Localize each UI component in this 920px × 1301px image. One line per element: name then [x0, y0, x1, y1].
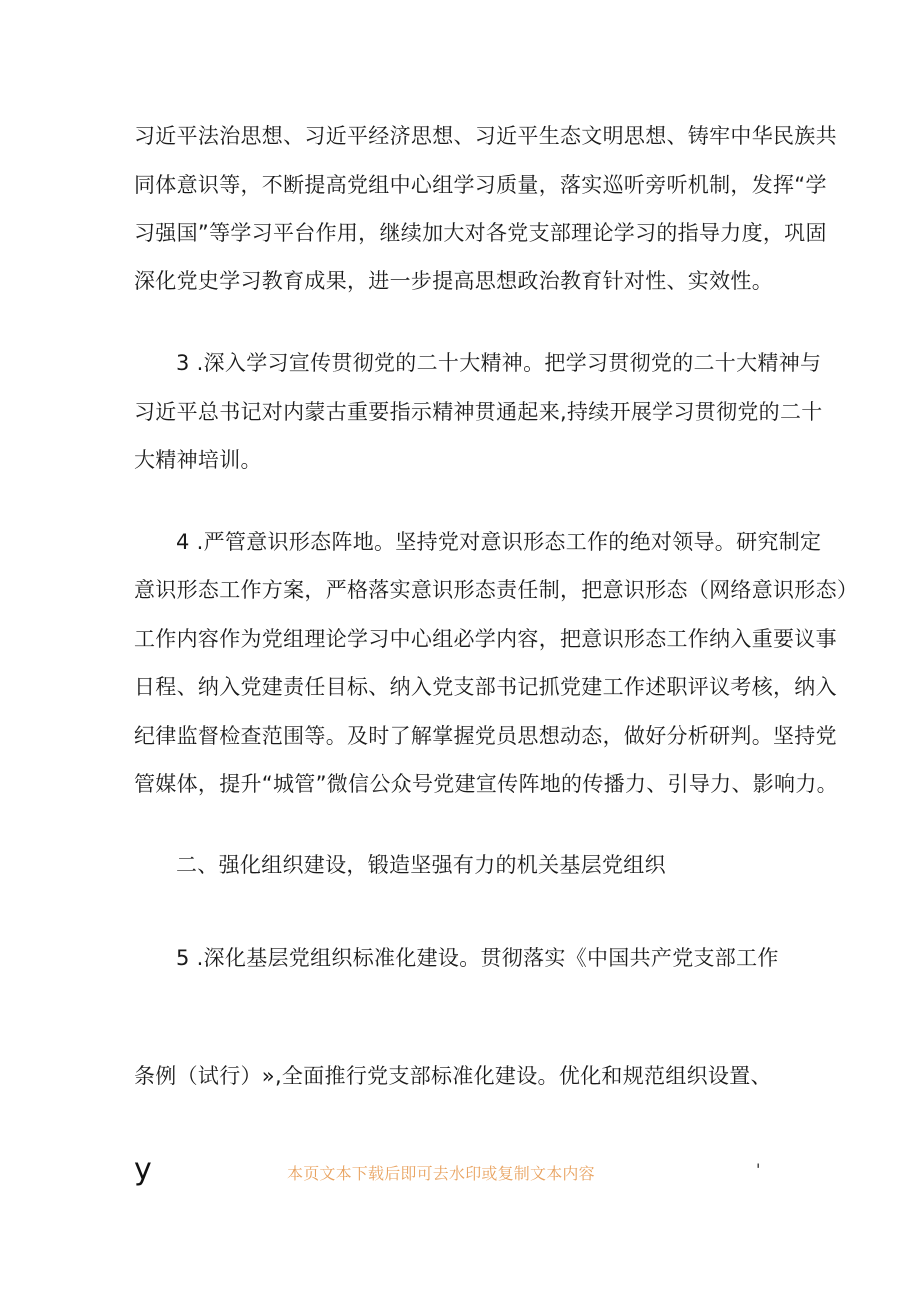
para1-line-3: 习强国”等学习平台作用，继续加大对各党支部理论学习的指导力度，巩固 — [134, 221, 827, 245]
para3-line-3: 工作内容作为党组理论学习中心组必学内容，把意识形态工作纳入重要议事 — [134, 627, 837, 651]
para5-line-1: 5 .深化基层党组织标准化建设。贯彻落实《中国共产党支部工作 — [176, 946, 779, 970]
para2-line-1: 3 .深入学习宣传贯彻党的二十大精神。把学习贯彻党的二十大精神与 — [176, 351, 822, 375]
para3-line-2: 意识形态工作方案，严格落实意识形态责任制，把意识形态（网络意识形态） — [134, 578, 859, 602]
para3-line-5: 纪律监督检查范围等。及时了解掌握党员思想动态，做好分析研判。坚持党 — [134, 724, 837, 748]
para2-line-3: 大精神培训。 — [134, 448, 262, 472]
para2-line-2: 习近平总书记对内蒙古重要指示精神贯通起来,持续开展学习贯彻党的二十 — [134, 400, 823, 424]
footer-glyph: y — [134, 1152, 152, 1187]
para3-line-6: 管媒体，提升“城管”微信公众号党建宣传阵地的传播力、引导力、影响力。 — [134, 772, 838, 796]
para1-line-4: 深化党史学习教育成果，进一步提高思想政治教育针对性、实效性。 — [134, 269, 773, 293]
para3-line-4: 日程、纳入党建责任目标、纳入党支部书记抓党建工作述职评议考核，纳入 — [134, 675, 837, 699]
watermark-note: 本页文本下载后即可去水印或复制文本内容 — [287, 1164, 595, 1183]
para1-line-1: 习近平法治思想、习近平经济思想、习近平生态文明思想、铸牢中华民族共 — [134, 124, 837, 148]
para3-line-1: 4 .严管意识形态阵地。坚持党对意识形态工作的绝对领导。研究制定 — [176, 530, 822, 554]
para1-line-2: 同体意识等，不断提高党组中心组学习质量，落实巡听旁听机制，发挥“学 — [134, 173, 827, 197]
para5-line-2: 条例（试行）»,全面推行党支部标准化建设。优化和规范组织设置、 — [134, 1064, 772, 1088]
footer-mark: ' — [756, 1160, 761, 1179]
section-heading-2: 二、强化组织建设，锻造坚强有力的机关基层党组织 — [176, 853, 666, 877]
